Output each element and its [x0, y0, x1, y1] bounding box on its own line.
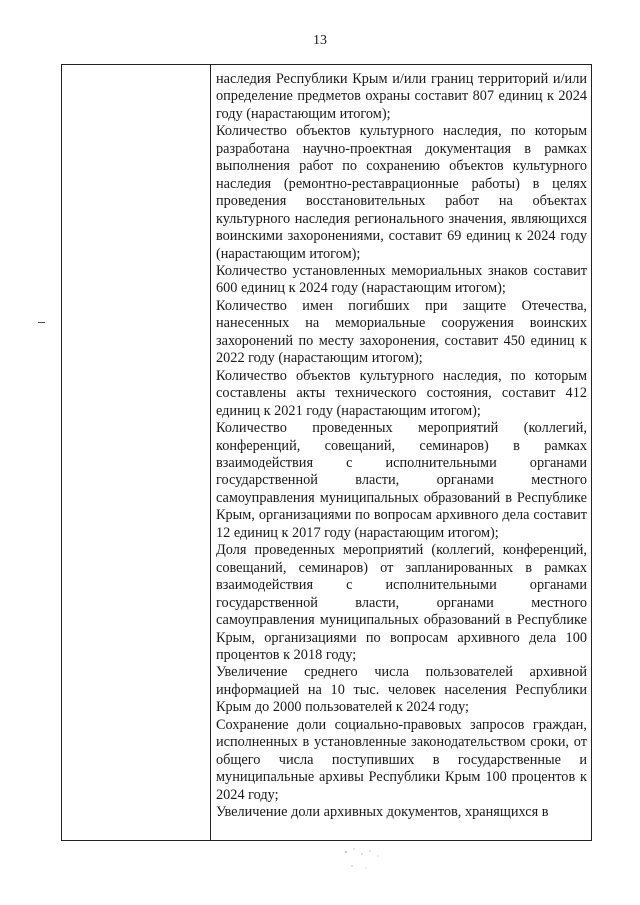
- indicator-paragraph: Количество проведенных мероприятий (коллегий, конференций, совещаний, семинаров) в рамках взаимодействия с исполнительными органами государственной власти, органами местного самоуправления муниципальных образований в Республике Крым, организациями по вопросам архивного дела составит 12 единиц к 2017 году (нарастающим итогом);: [216, 420, 587, 541]
- indicator-paragraph: Количество объектов культурного наследия, по которым составлены акты технического состояния, составит 412 единиц к 2021 году (нарастающим итогом);: [216, 367, 587, 419]
- scan-mark: [38, 322, 45, 323]
- indicator-paragraph: Количество имен погибших при защите Отечества, нанесенных на мемориальные сооружения воинских захоронений по месту захоронения, составит 450 единиц к 2022 году (нарастающим итогом);: [216, 297, 587, 367]
- table-right-column: [211, 65, 591, 840]
- scan-specks: [340, 846, 390, 872]
- indicator-paragraph: наследия Республики Крым и/или границ территорий и/или определение предметов охраны составит 807 единиц к 2024 году (нарастающим итогом);: [216, 71, 587, 122]
- page-number: 13: [313, 33, 327, 48]
- indicator-paragraph: Увеличение доли архивных документов, хранящихся в: [216, 804, 549, 821]
- indicator-paragraph: Количество установленных мемориальных знаков составит 600 единиц к 2024 году (нарастающим итогом);: [216, 262, 587, 297]
- indicator-paragraph: Количество объектов культурного наследия, по которым разработана научно-проектная документация в рамках выполнения работ по сохранению объектов культурного наследия (ремонтно-реставрационные работы) в целях проведения восстановительных работ на объектах культурного наследия регионального значения, являющихся воинскими захоронениями, составит 69 единиц к 2024 году (нарастающим итогом);: [216, 123, 587, 262]
- indicator-paragraph: Увеличение среднего числа пользователей архивной информацией на 10 тыс. человек населения Республики Крым до 2000 пользователей к 2024 году;: [216, 664, 587, 716]
- document-table: [61, 64, 592, 841]
- indicator-paragraph: Сохранение доли социально-правовых запросов граждан, исполненных в установленные законодательством сроки, от общего числа поступивших в государственные и муниципальные архивы Республики Крым 100 процентов к 2024 году;: [216, 716, 587, 803]
- table-left-column: [62, 65, 211, 840]
- indicator-paragraph: Доля проведенных мероприятий (коллегий, конференций, совещаний, семинаров) от запланированных в рамках взаимодействия с исполнительными органами государственной власти, органами местного самоуправления муниципальных образований в Республике Крым, организациями по вопросам архивного дела 100 процентов к 2018 году;: [216, 542, 587, 663]
